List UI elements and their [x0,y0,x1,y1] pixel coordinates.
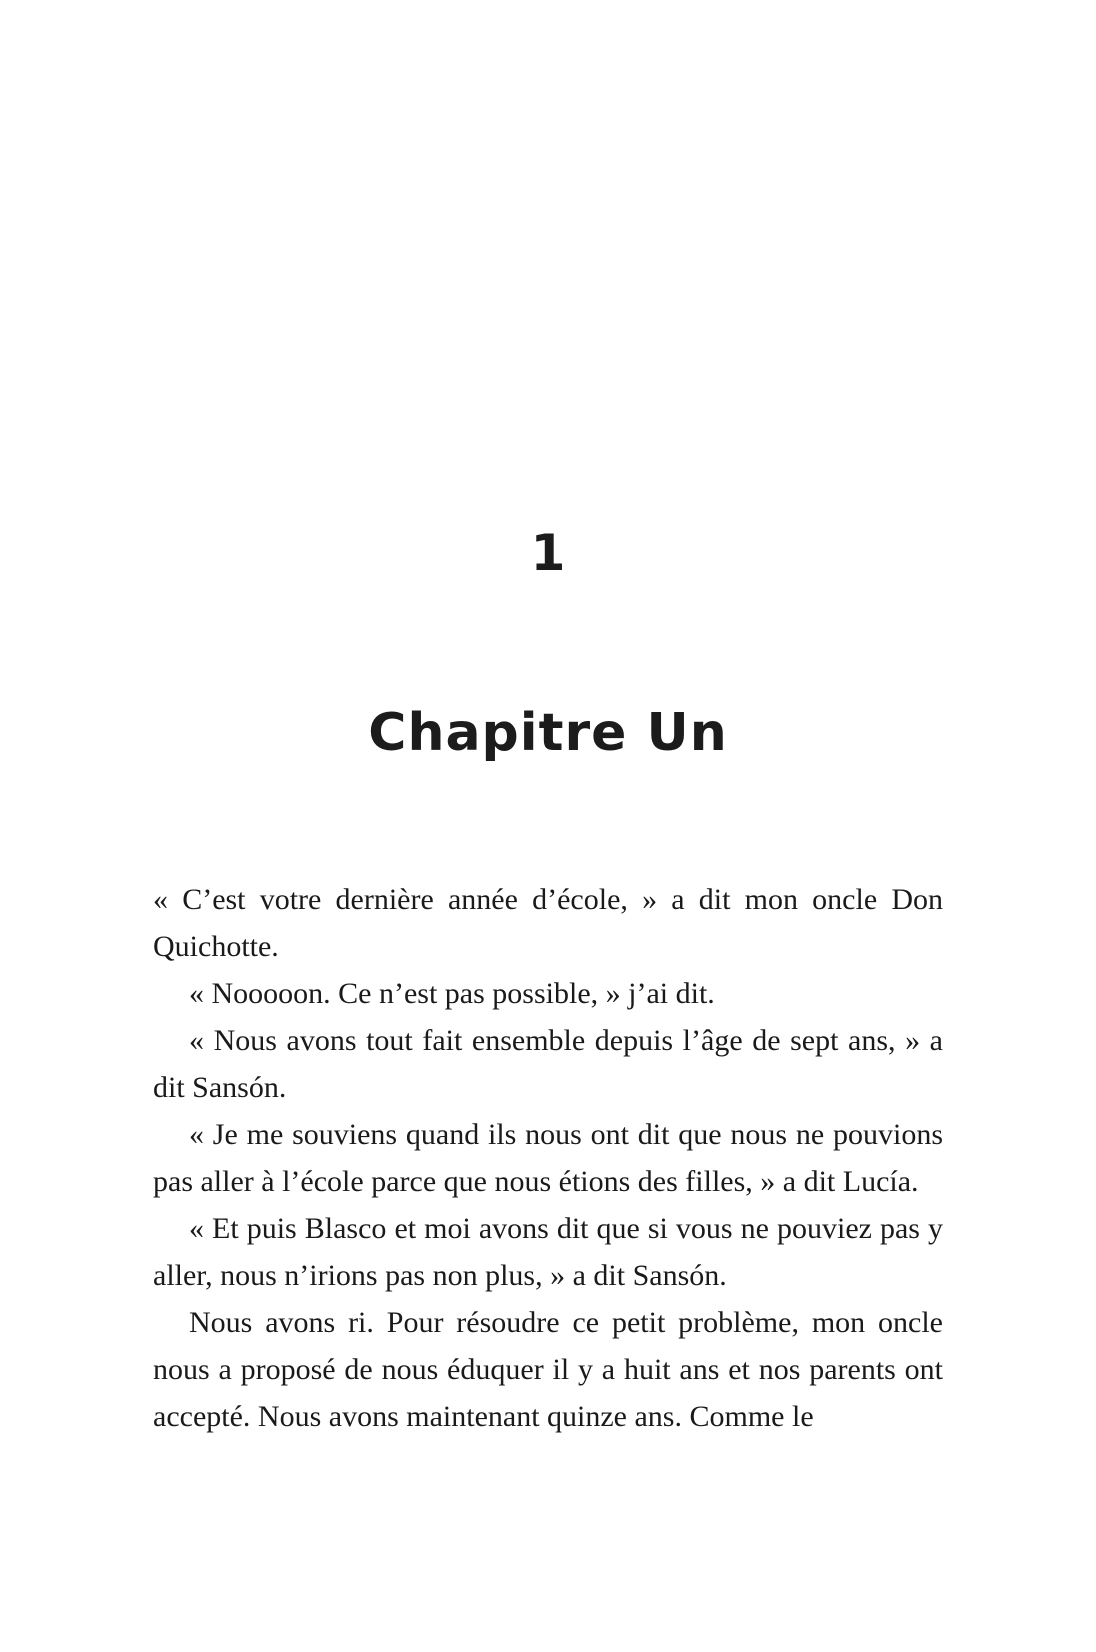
paragraph: « Et puis Blasco et moi avons dit que si vous ne pouviez pas y aller, nous n’irions pas non plus, » a dit Sansón. [153,1212,943,1292]
chapter-body [153,876,943,1440]
chapter-number: 1 [530,524,566,582]
chapter-title: Chapitre Un [368,703,728,763]
paragraph: « Nooooon. Ce n’est pas possible, » j’ai dit. [189,977,715,1010]
paragraph: « C’est votre dernière année d’école, » a dit mon oncle Don Quichotte. [153,883,943,963]
paragraph: Nous avons ri. Pour résoudre ce petit problème, mon oncle nous a proposé de nous éduquer il y a huit ans et nos parents ont accepté. Nous avons maintenant quinze ans. Comme le [153,1306,943,1433]
paragraph: « Je me souviens quand ils nous ont dit que nous ne pouvions pas aller à l’école parce que nous étions des filles, » a dit Lucía. [153,1118,943,1198]
paragraph: « Nous avons tout fait ensemble depuis l’âge de sept ans, » a dit Sansón. [153,1024,943,1104]
